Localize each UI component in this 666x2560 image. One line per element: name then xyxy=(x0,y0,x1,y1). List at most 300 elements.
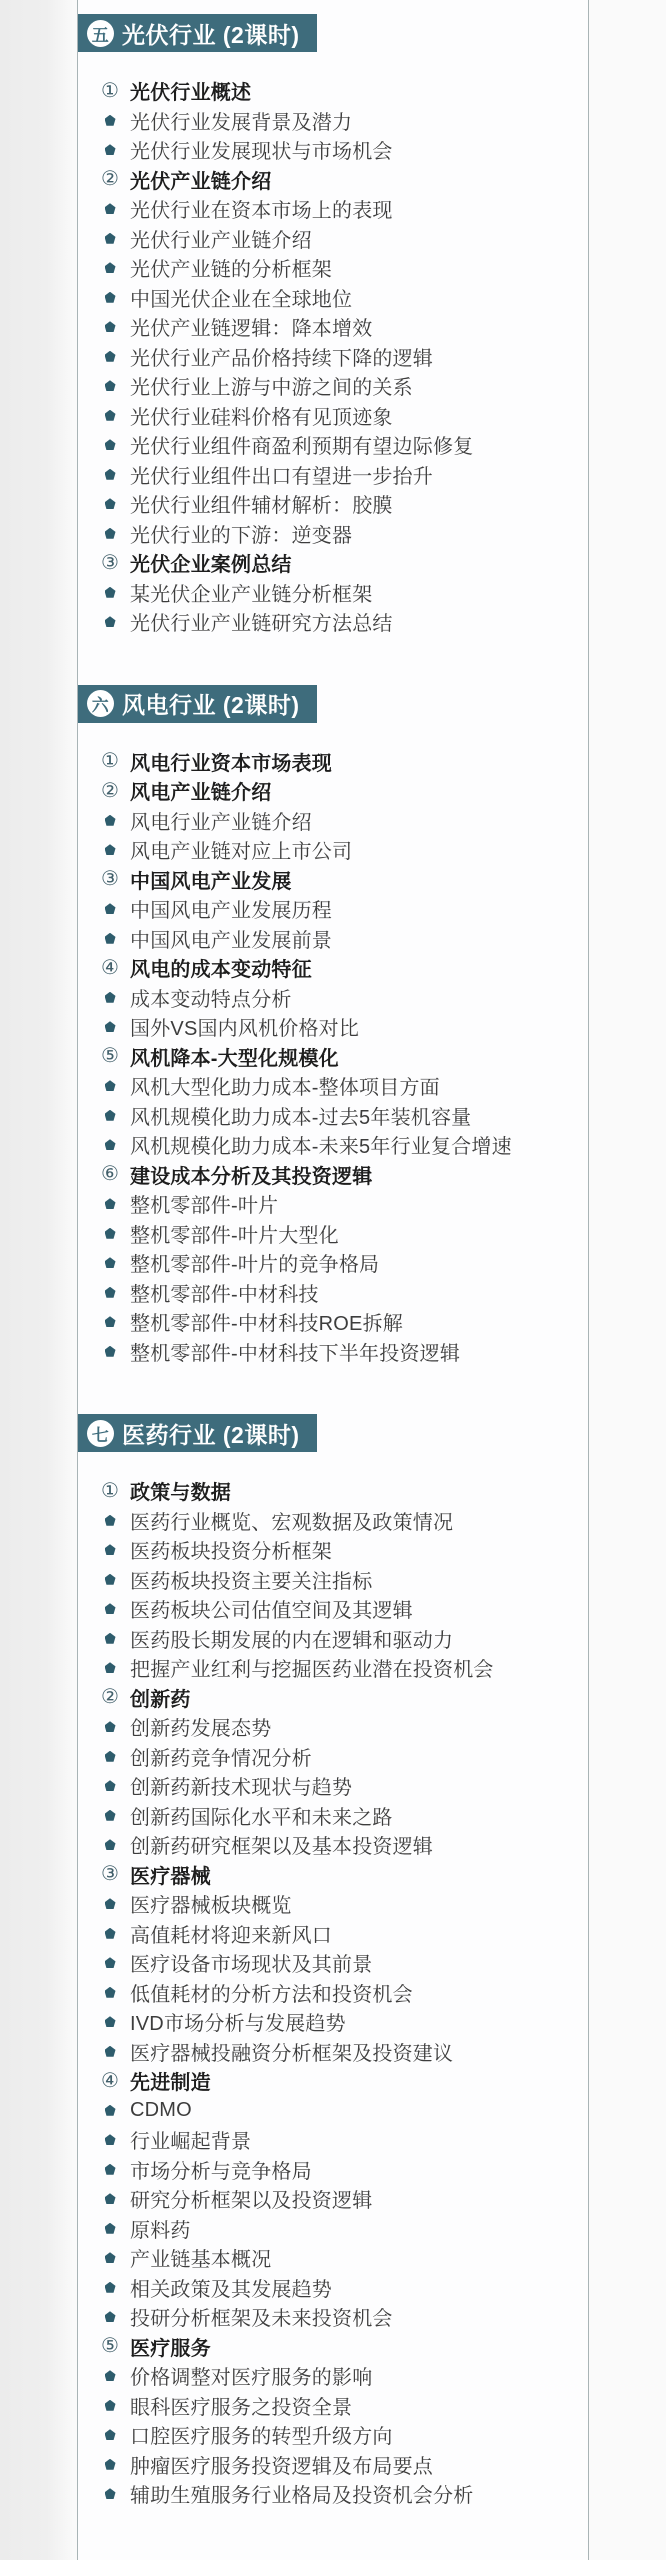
item-label: 创新药新技术现状与趋势 xyxy=(130,1777,353,1800)
list-item xyxy=(98,1307,588,1337)
circled-number-icon: ④ xyxy=(101,2069,119,2092)
pentagon-bullet-icon xyxy=(98,2223,122,2234)
section-header-badge xyxy=(78,14,317,52)
numbered-marker xyxy=(98,1164,122,1184)
circled-number-icon: ① xyxy=(101,79,119,102)
pentagon-bullet-icon xyxy=(98,1662,122,1673)
pentagon-bullet-shape-icon xyxy=(105,616,116,627)
pentagon-bullet-shape-icon xyxy=(105,321,116,332)
item-label: 风机规模化助力成本-未来5年行业复合增速 xyxy=(130,1136,512,1159)
list-item xyxy=(98,430,588,460)
item-label: 建设成本分析及其投资逻辑 xyxy=(130,1165,373,1188)
list-item xyxy=(98,1712,588,1742)
pentagon-bullet-icon xyxy=(98,1139,122,1150)
list-item xyxy=(98,1889,588,1919)
list-item xyxy=(98,2332,588,2362)
item-label: 整机零部件-中材科技ROE拆解 xyxy=(130,1313,403,1336)
list-item xyxy=(98,519,588,549)
pentagon-bullet-icon xyxy=(98,498,122,509)
pentagon-bullet-shape-icon xyxy=(105,1287,116,1298)
item-label: 光伏行业产品价格持续下降的逻辑 xyxy=(130,347,433,370)
item-label: 光伏行业组件商盈利预期有望边际修复 xyxy=(130,436,474,459)
pentagon-bullet-icon xyxy=(98,1839,122,1850)
section-item-list xyxy=(78,1476,588,2509)
item-label: 市场分析与竞争格局 xyxy=(130,2160,312,2183)
circled-number-icon: ⑤ xyxy=(101,2335,119,2358)
item-label: 投研分析框架及未来投资机会 xyxy=(130,2308,393,2331)
pentagon-bullet-icon xyxy=(98,2193,122,2204)
item-label: 光伏行业组件辅材解析：胶膜 xyxy=(130,495,393,518)
pentagon-bullet-icon xyxy=(98,115,122,126)
pentagon-bullet-icon xyxy=(98,2311,122,2322)
pentagon-bullet-shape-icon xyxy=(105,2046,116,2057)
item-label: 行业崛起背景 xyxy=(130,2131,252,2154)
pentagon-bullet-shape-icon xyxy=(105,1898,116,1909)
pentagon-bullet-shape-icon xyxy=(105,1603,116,1614)
list-item xyxy=(98,1042,588,1072)
pentagon-bullet-shape-icon xyxy=(105,2223,116,2234)
pentagon-bullet-shape-icon xyxy=(105,115,116,126)
list-item xyxy=(98,1771,588,1801)
item-label: CDMO xyxy=(130,2098,192,2121)
item-label: 医药行业概览、宏观数据及政策情况 xyxy=(130,1511,454,1534)
pentagon-bullet-shape-icon xyxy=(105,2282,116,2293)
item-label: 相关政策及其发展趋势 xyxy=(130,2278,332,2301)
list-item xyxy=(98,2391,588,2421)
item-label: 把握产业红利与挖掘医药业潜在投资机会 xyxy=(130,1659,494,1682)
item-label: 辅助生殖服务行业格局及投资机会分析 xyxy=(130,2485,474,2508)
item-label: 成本变动特点分析 xyxy=(130,988,292,1011)
course-section xyxy=(78,1414,588,2509)
item-label: 医疗服务 xyxy=(130,2337,211,2360)
course-outline-card xyxy=(77,0,589,2560)
pentagon-bullet-shape-icon xyxy=(105,1110,116,1121)
item-label: 风机降本-大型化规模化 xyxy=(130,1047,339,1070)
pentagon-bullet-shape-icon xyxy=(105,1346,116,1357)
pentagon-bullet-shape-icon xyxy=(105,351,116,362)
pentagon-bullet-shape-icon xyxy=(105,933,116,944)
item-label: 整机零部件-中材科技 xyxy=(130,1283,319,1306)
pentagon-bullet-shape-icon xyxy=(105,844,116,855)
pentagon-bullet-shape-icon xyxy=(105,2164,116,2175)
pentagon-bullet-icon xyxy=(98,1544,122,1555)
item-label: 整机零部件-叶片大型化 xyxy=(130,1224,339,1247)
pentagon-bullet-shape-icon xyxy=(105,903,116,914)
numbered-marker xyxy=(98,1864,122,1884)
list-item xyxy=(98,371,588,401)
pentagon-bullet-shape-icon xyxy=(105,1257,116,1268)
pentagon-bullet-icon xyxy=(98,992,122,1003)
pentagon-bullet-shape-icon xyxy=(105,1198,116,1209)
pentagon-bullet-shape-icon xyxy=(105,1633,116,1644)
pentagon-bullet-icon xyxy=(98,1780,122,1791)
item-label: 创新药 xyxy=(130,1688,191,1711)
item-label: 创新药竞争情况分析 xyxy=(130,1747,312,1770)
list-item xyxy=(98,1535,588,1565)
pentagon-bullet-shape-icon xyxy=(105,1021,116,1032)
pentagon-bullet-icon xyxy=(98,2459,122,2470)
item-label: 风电的成本变动特征 xyxy=(130,959,312,982)
list-item xyxy=(98,835,588,865)
pentagon-bullet-icon xyxy=(98,351,122,362)
list-item xyxy=(98,2450,588,2480)
pentagon-bullet-shape-icon xyxy=(105,144,116,155)
pentagon-bullet-shape-icon xyxy=(105,528,116,539)
pentagon-bullet-icon xyxy=(98,2370,122,2381)
item-label: 光伏行业产业链研究方法总结 xyxy=(130,613,393,636)
course-section xyxy=(78,14,588,637)
pentagon-bullet-shape-icon xyxy=(105,1662,116,1673)
item-label: IVD市场分析与发展趋势 xyxy=(130,2013,346,2036)
item-label: 口腔医疗服务的转型升级方向 xyxy=(130,2426,393,2449)
item-label: 国外VS国内风机价格对比 xyxy=(130,1018,360,1041)
list-item xyxy=(98,2302,588,2332)
item-label: 产业链基本概况 xyxy=(130,2249,272,2272)
item-label: 风机大型化助力成本-整体项目方面 xyxy=(130,1077,440,1100)
list-item xyxy=(98,283,588,313)
item-label: 某光伏企业产业链分析框架 xyxy=(130,583,373,606)
item-label: 高值耗材将迎来新风口 xyxy=(130,1924,332,1947)
list-item xyxy=(98,106,588,136)
circled-number-icon: ① xyxy=(101,1479,119,1502)
pentagon-bullet-icon xyxy=(98,1198,122,1209)
section-number-circle-icon: 五 xyxy=(87,20,114,47)
pentagon-bullet-shape-icon xyxy=(105,1721,116,1732)
pentagon-bullet-icon xyxy=(98,1316,122,1327)
section-item-list xyxy=(78,76,588,637)
pentagon-bullet-shape-icon xyxy=(105,1139,116,1150)
list-item xyxy=(98,1948,588,1978)
section-header-badge xyxy=(78,1414,317,1452)
circled-number-icon: ② xyxy=(101,168,119,191)
list-item xyxy=(98,1978,588,2008)
item-label: 风电行业资本市场表现 xyxy=(130,752,332,775)
item-label: 中国风电产业发展历程 xyxy=(130,900,332,923)
pentagon-bullet-shape-icon xyxy=(105,1574,116,1585)
pentagon-bullet-shape-icon xyxy=(105,2488,116,2499)
section-item-list xyxy=(78,747,588,1367)
item-label: 中国风电产业发展前景 xyxy=(130,929,332,952)
item-label: 中国风电产业发展 xyxy=(130,870,292,893)
numbered-marker xyxy=(98,81,122,101)
item-label: 光伏行业在资本市场上的表现 xyxy=(130,200,393,223)
item-label: 中国光伏企业在全球地位 xyxy=(130,288,353,311)
item-label: 创新药国际化水平和未来之路 xyxy=(130,1806,393,1829)
item-label: 眼科医疗服务之投资全景 xyxy=(130,2396,353,2419)
pentagon-bullet-icon xyxy=(98,1080,122,1091)
numbered-marker xyxy=(98,2071,122,2091)
list-item xyxy=(98,1189,588,1219)
list-item xyxy=(98,2037,588,2067)
pentagon-bullet-icon xyxy=(98,321,122,332)
pentagon-bullet-shape-icon xyxy=(105,2429,116,2440)
item-label: 光伏产业链的分析框架 xyxy=(130,259,332,282)
list-item xyxy=(98,1101,588,1131)
list-item xyxy=(98,1160,588,1190)
pentagon-bullet-icon xyxy=(98,1957,122,1968)
section-number-circle-icon: 七 xyxy=(87,1420,114,1447)
pentagon-bullet-icon xyxy=(98,144,122,155)
pentagon-bullet-icon xyxy=(98,380,122,391)
item-label: 风电产业链对应上市公司 xyxy=(130,841,353,864)
pentagon-bullet-icon xyxy=(98,2134,122,2145)
list-item xyxy=(98,1071,588,1101)
circled-number-icon: ② xyxy=(101,1686,119,1709)
pentagon-bullet-shape-icon xyxy=(105,1751,116,1762)
list-item xyxy=(98,953,588,983)
list-item xyxy=(98,607,588,637)
list-item xyxy=(98,1919,588,1949)
course-section xyxy=(78,685,588,1367)
pentagon-bullet-shape-icon xyxy=(105,1316,116,1327)
circled-number-icon: ③ xyxy=(101,1863,119,1886)
list-item xyxy=(98,253,588,283)
list-item xyxy=(98,1506,588,1536)
circled-number-icon: ③ xyxy=(101,551,119,574)
pentagon-bullet-shape-icon xyxy=(105,262,116,273)
pentagon-bullet-icon xyxy=(98,2046,122,2057)
numbered-marker xyxy=(98,2336,122,2356)
list-item xyxy=(98,460,588,490)
pentagon-bullet-icon xyxy=(98,1574,122,1585)
numbered-marker xyxy=(98,751,122,771)
pentagon-bullet-shape-icon xyxy=(105,2370,116,2381)
list-item xyxy=(98,924,588,954)
list-item xyxy=(98,1594,588,1624)
pentagon-bullet-shape-icon xyxy=(105,1780,116,1791)
numbered-marker xyxy=(98,869,122,889)
list-item xyxy=(98,2420,588,2450)
list-item xyxy=(98,1801,588,1831)
list-item xyxy=(98,342,588,372)
numbered-marker xyxy=(98,781,122,801)
pentagon-bullet-shape-icon xyxy=(105,1515,116,1526)
pentagon-bullet-shape-icon xyxy=(105,1228,116,1239)
item-label: 光伏产业链逻辑：降本增效 xyxy=(130,318,373,341)
list-item xyxy=(98,865,588,895)
pentagon-bullet-icon xyxy=(98,233,122,244)
list-item xyxy=(98,76,588,106)
pentagon-bullet-shape-icon xyxy=(105,2193,116,2204)
pentagon-bullet-icon xyxy=(98,1603,122,1614)
list-item xyxy=(98,2361,588,2391)
item-label: 医疗器械投融资分析框架及投资建议 xyxy=(130,2042,454,2065)
pentagon-bullet-icon xyxy=(98,2488,122,2499)
item-label: 价格调整对医疗服务的影响 xyxy=(130,2367,373,2390)
pentagon-bullet-icon xyxy=(98,1721,122,1732)
pentagon-bullet-icon xyxy=(98,2282,122,2293)
pentagon-bullet-icon xyxy=(98,2400,122,2411)
section-number-circle-icon: 六 xyxy=(87,690,114,717)
list-item xyxy=(98,312,588,342)
pentagon-bullet-shape-icon xyxy=(105,469,116,480)
pentagon-bullet-shape-icon xyxy=(105,380,116,391)
list-item xyxy=(98,1219,588,1249)
pentagon-bullet-icon xyxy=(98,2429,122,2440)
item-label: 风电产业链介绍 xyxy=(130,782,272,805)
item-label: 光伏行业硅料价格有见顶迹象 xyxy=(130,406,393,429)
list-item xyxy=(98,2155,588,2185)
pentagon-bullet-icon xyxy=(98,2016,122,2027)
item-label: 光伏行业上游与中游之间的关系 xyxy=(130,377,413,400)
item-label: 医疗设备市场现状及其前景 xyxy=(130,1954,373,1977)
numbered-marker xyxy=(98,1687,122,1707)
pentagon-bullet-icon xyxy=(98,2105,122,2116)
pentagon-bullet-icon xyxy=(98,439,122,450)
numbered-marker xyxy=(98,1481,122,1501)
list-item xyxy=(98,1860,588,1890)
item-label: 整机零部件-叶片 xyxy=(130,1195,279,1218)
pentagon-bullet-icon xyxy=(98,1633,122,1644)
list-item xyxy=(98,489,588,519)
item-label: 光伏行业产业链介绍 xyxy=(130,229,312,252)
list-item xyxy=(98,2243,588,2273)
pentagon-bullet-shape-icon xyxy=(105,2134,116,2145)
item-label: 光伏行业发展背景及潜力 xyxy=(130,111,353,134)
pentagon-bullet-shape-icon xyxy=(105,1987,116,1998)
list-item xyxy=(98,135,588,165)
pentagon-bullet-shape-icon xyxy=(105,1957,116,1968)
pentagon-bullet-shape-icon xyxy=(105,2400,116,2411)
list-item xyxy=(98,1012,588,1042)
list-item xyxy=(98,1248,588,1278)
pentagon-bullet-shape-icon xyxy=(105,1839,116,1850)
item-label: 风电行业产业链介绍 xyxy=(130,811,312,834)
pentagon-bullet-shape-icon xyxy=(105,439,116,450)
pentagon-bullet-icon xyxy=(98,587,122,598)
section-title: 风电行业 (2课时) xyxy=(122,692,300,718)
circled-number-icon: ① xyxy=(101,750,119,773)
list-item xyxy=(98,2479,588,2509)
circled-number-icon: ⑥ xyxy=(101,1163,119,1186)
item-label: 光伏行业的下游：逆变器 xyxy=(130,524,353,547)
item-label: 光伏行业组件出口有望进一步抬升 xyxy=(130,465,433,488)
item-label: 风机规模化助力成本-过去5年装机容量 xyxy=(130,1106,472,1129)
list-item xyxy=(98,2125,588,2155)
pentagon-bullet-icon xyxy=(98,933,122,944)
item-label: 研究分析框架以及投资逻辑 xyxy=(130,2190,373,2213)
pentagon-bullet-icon xyxy=(98,1928,122,1939)
pentagon-bullet-icon xyxy=(98,2164,122,2175)
item-label: 医疗器械 xyxy=(130,1865,211,1888)
item-label: 整机零部件-叶片的竞争格局 xyxy=(130,1254,380,1277)
list-item xyxy=(98,2273,588,2303)
list-item xyxy=(98,983,588,1013)
pentagon-bullet-shape-icon xyxy=(105,498,116,509)
circled-number-icon: ② xyxy=(101,779,119,802)
list-item xyxy=(98,1742,588,1772)
list-item xyxy=(98,1624,588,1654)
pentagon-bullet-icon xyxy=(98,1987,122,1998)
pentagon-bullet-shape-icon xyxy=(105,2311,116,2322)
item-label: 医疗器械板块概览 xyxy=(130,1895,292,1918)
item-label: 肿瘤医疗服务投资逻辑及布局要点 xyxy=(130,2455,433,2478)
item-label: 政策与数据 xyxy=(130,1482,231,1505)
list-item xyxy=(98,1278,588,1308)
pentagon-bullet-shape-icon xyxy=(105,587,116,598)
list-item xyxy=(98,2184,588,2214)
pentagon-bullet-icon xyxy=(98,1287,122,1298)
list-item xyxy=(98,1130,588,1160)
item-label: 医药板块投资主要关注指标 xyxy=(130,1570,373,1593)
pentagon-bullet-shape-icon xyxy=(105,410,116,421)
pentagon-bullet-icon xyxy=(98,1346,122,1357)
item-label: 创新药研究框架以及基本投资逻辑 xyxy=(130,1836,433,1859)
item-label: 医药板块投资分析框架 xyxy=(130,1541,332,1564)
pentagon-bullet-icon xyxy=(98,1898,122,1909)
list-item xyxy=(98,1683,588,1713)
circled-number-icon: ③ xyxy=(101,868,119,891)
list-item xyxy=(98,401,588,431)
numbered-marker xyxy=(98,958,122,978)
pentagon-bullet-icon xyxy=(98,1257,122,1268)
pentagon-bullet-shape-icon xyxy=(105,815,116,826)
list-item xyxy=(98,2096,588,2126)
pentagon-bullet-shape-icon xyxy=(105,992,116,1003)
pentagon-bullet-shape-icon xyxy=(105,203,116,214)
item-label: 光伏行业概述 xyxy=(130,82,252,105)
item-label: 光伏行业发展现状与市场机会 xyxy=(130,141,393,164)
circled-number-icon: ④ xyxy=(101,956,119,979)
circled-number-icon: ⑤ xyxy=(101,1045,119,1068)
section-title: 光伏行业 (2课时) xyxy=(122,21,300,48)
pentagon-bullet-icon xyxy=(98,1110,122,1121)
pentagon-bullet-icon xyxy=(98,844,122,855)
list-item xyxy=(98,2066,588,2096)
pentagon-bullet-shape-icon xyxy=(105,2459,116,2470)
pentagon-bullet-icon xyxy=(98,1751,122,1762)
pentagon-bullet-icon xyxy=(98,1228,122,1239)
list-item xyxy=(98,165,588,195)
list-item xyxy=(98,776,588,806)
list-item xyxy=(98,548,588,578)
list-item xyxy=(98,894,588,924)
pentagon-bullet-icon xyxy=(98,1515,122,1526)
pentagon-bullet-icon xyxy=(98,528,122,539)
pentagon-bullet-icon xyxy=(98,262,122,273)
pentagon-bullet-icon xyxy=(98,469,122,480)
pentagon-bullet-shape-icon xyxy=(105,1810,116,1821)
pentagon-bullet-icon xyxy=(98,616,122,627)
item-label: 整机零部件-中材科技下半年投资逻辑 xyxy=(130,1342,461,1365)
list-item xyxy=(98,224,588,254)
pentagon-bullet-icon xyxy=(98,903,122,914)
section-title: 医药行业 (2课时) xyxy=(122,1421,300,1448)
pentagon-bullet-shape-icon xyxy=(105,2105,116,2116)
pentagon-bullet-icon xyxy=(98,410,122,421)
numbered-marker xyxy=(98,169,122,189)
pentagon-bullet-icon xyxy=(98,1021,122,1032)
pentagon-bullet-shape-icon xyxy=(105,2252,116,2263)
item-label: 先进制造 xyxy=(130,2072,211,2095)
pentagon-bullet-shape-icon xyxy=(105,1080,116,1091)
item-label: 创新药发展态势 xyxy=(130,1718,272,1741)
pentagon-bullet-shape-icon xyxy=(105,1544,116,1555)
numbered-marker xyxy=(98,553,122,573)
list-item xyxy=(98,194,588,224)
list-item xyxy=(98,1830,588,1860)
item-label: 光伏产业链介绍 xyxy=(130,170,272,193)
list-item xyxy=(98,578,588,608)
pentagon-bullet-icon xyxy=(98,2252,122,2263)
pentagon-bullet-icon xyxy=(98,203,122,214)
pentagon-bullet-shape-icon xyxy=(105,233,116,244)
pentagon-bullet-icon xyxy=(98,1810,122,1821)
list-item xyxy=(98,2214,588,2244)
list-item xyxy=(98,747,588,777)
item-label: 低值耗材的分析方法和投资机会 xyxy=(130,1983,413,2006)
numbered-marker xyxy=(98,1046,122,1066)
